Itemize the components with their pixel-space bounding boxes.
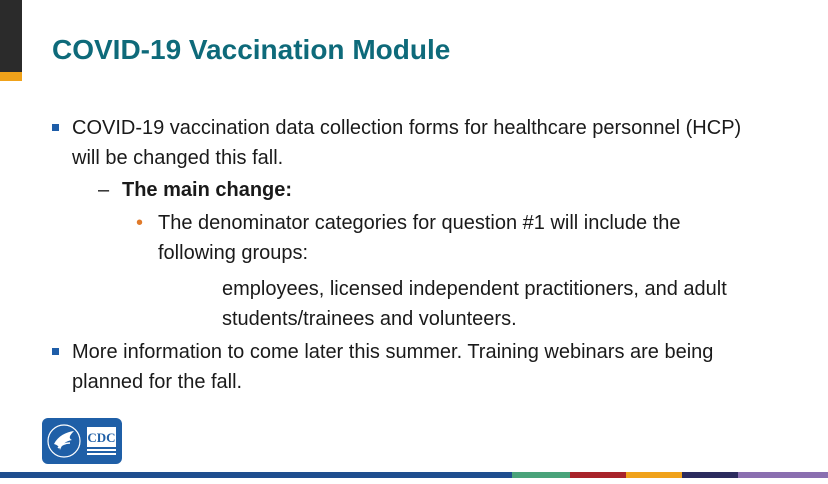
footer-segment-navy [682, 472, 738, 478]
square-bullet-icon [52, 124, 59, 131]
footer-segment-blue [0, 472, 512, 478]
groups-line-2: students/trainees and volunteers. [222, 308, 517, 330]
footer-segment-green [512, 472, 570, 478]
slide-title: COVID-19 Vaccination Module [52, 34, 451, 65]
left-bar-accent [0, 72, 22, 81]
footer-segment-orange [626, 472, 682, 478]
bullet-2-line-2: planned for the fall. [72, 371, 243, 393]
left-bar-dark [0, 0, 22, 72]
bullet-1-line-2: will be changed this fall. [72, 147, 284, 169]
sub-bullet-line-1: The denominator categories for question #1 will include the [158, 212, 681, 234]
footer-segment-purple [738, 472, 828, 478]
cdc-logo-text: CDC [87, 430, 116, 445]
sub-bullet-line-2: following groups: [158, 242, 309, 264]
square-bullet-icon [52, 348, 59, 355]
main-change-label: The main change: [122, 179, 293, 201]
cdc-hhs-logo [42, 418, 122, 464]
footer-color-strip [0, 472, 828, 478]
hhs-eagle-icon [46, 422, 82, 460]
dot-bullet-icon: • [136, 212, 144, 234]
bullet-1-line-1: COVID-19 vaccination data collection forms for healthcare personnel (HCP) [72, 117, 742, 139]
footer-segment-red [570, 472, 626, 478]
groups-line-1: employees, licensed independent practitioners, and adult [222, 278, 727, 300]
bullet-2-line-1: More information to come later this summer. Training webinars are being [72, 341, 714, 363]
dash-bullet-icon: – [98, 179, 110, 201]
cdc-logo-icon [86, 426, 117, 456]
